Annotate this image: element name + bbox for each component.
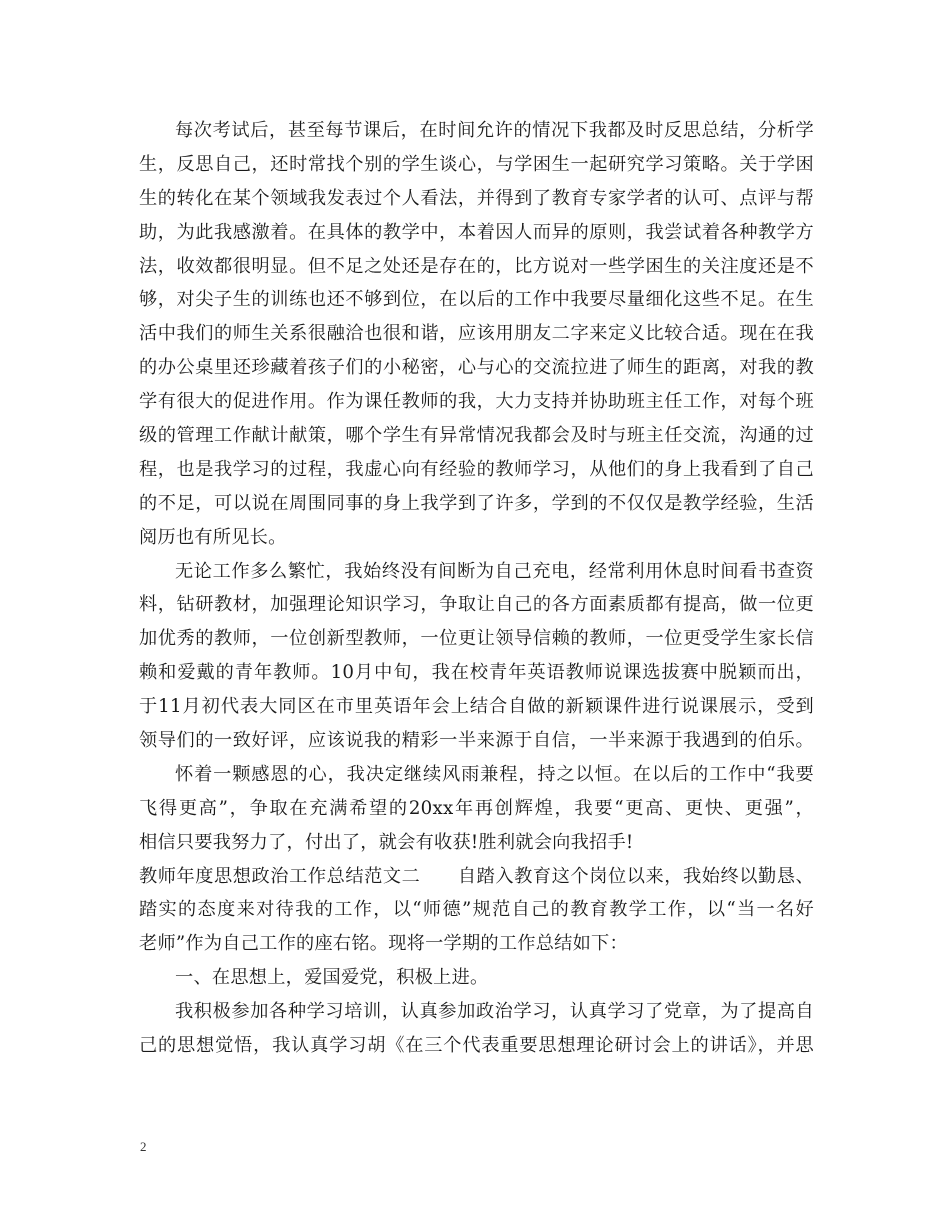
text-line: 的办公桌里还珍藏着孩子们的小秘密，心与心的交流拉进了师生的距离，对我的教 — [139, 357, 814, 379]
text-line: 够，对尖子生的训练也还不够到位，在以后的工作中我要尽量细化这些不足。在生 — [139, 289, 814, 311]
text-line: 怀着一颗感恩的心，我决定继续风雨兼程，持之以恒。在以后的工作中“我要 — [175, 763, 814, 785]
text-line: 生的转化在某个领域我发表过个人看法，并得到了教育专家学者的认可、点评与帮 — [139, 187, 814, 209]
text-line: 级的管理工作献计献策，哪个学生有异常情况我都会及时与班主任交流，沟通的过 — [139, 425, 814, 447]
text-line: 每次考试后，甚至每节课后，在时间允许的情况下我都及时反思总结，分析学 — [175, 120, 814, 141]
text-line: 料，钻研教材，加强理论知识学习，争取让自己的各方面素质都有提高，做一位更 — [139, 594, 814, 616]
text-line: 的不足，可以说在周围同事的身上我学到了许多，学到的不仅仅是教学经验，生活 — [139, 492, 814, 514]
text-line: 活中我们的师生关系很融洽也很和谐，应该用朋友二字来定义比较合适。现在在我 — [139, 323, 814, 345]
text-line: 学有很大的促进作用。作为课任教师的我，大力支持并协助班主任工作，对每个班 — [139, 391, 814, 413]
text-line: 老师”作为自己工作的座右铭。现将一学期的工作总结如下： — [139, 933, 628, 955]
text-line: 助，为此我感激着。在具体的教学中，本着因人而异的原则，我尝试着各种教学方 — [139, 221, 814, 243]
text-line: 无论工作多么繁忙，我始终没有间断为自己充电，经常利用休息时间看书查资 — [175, 560, 814, 582]
text-line: 加优秀的教师，一位创新型教师，一位更让领导信赖的教师，一位更受学生家长信 — [139, 628, 814, 650]
text-line: 飞得更高”，争取在充满希望的20xx年再创辉煌，我要“更高、更快、更强”， — [139, 797, 814, 819]
text-line: 领导们的一致好评，应该说我的精彩一半来源于自信，一半来源于我遇到的伯乐。 — [139, 730, 814, 752]
text-line: 于11月初代表大同区在市里英语年会上结合自做的新颖课件进行说课展示，受到 — [139, 696, 814, 718]
text-line: 己的思想觉悟，我认真学习胡《在三个代表重要思想理论研讨会上的讲话》，并思 — [139, 1035, 814, 1057]
text-line: 赖和爱戴的青年教师。10月中旬，我在校青年英语教师说课选拔赛中脱颖而出， — [139, 662, 814, 684]
text-line: 阅历也有所见长。 — [139, 526, 287, 548]
text-line: 我积极参加各种学习培训，认真参加政治学习，认真学习了党章，为了提高自 — [175, 1001, 814, 1023]
page-number: 2 — [140, 1139, 147, 1154]
text-line: 教师年度思想政治工作总结范文二 自踏入教育这个岗位以来，我始终以勤恳、 — [139, 865, 814, 887]
document-body — [139, 114, 814, 1063]
text-line: 程，也是我学习的过程，我虚心向有经验的教师学习，从他们的身上我看到了自己 — [139, 458, 814, 480]
text-line: 相信只要我努力了，付出了，就会有收获!胜利就会向我招手! — [139, 831, 634, 853]
text-line: 一、在思想上，爱国爱党，积极上进。 — [175, 967, 489, 989]
text-line: 法，收效都很明显。但不足之处还是存在的，比方说对一些学困生的关注度还是不 — [139, 255, 814, 277]
text-line: 踏实的态度来对待我的工作，以“师德”规范自己的教育教学工作，以“当一名好 — [139, 899, 814, 921]
text-line: 生，反思自己，还时常找个别的学生谈心，与学困生一起研究学习策略。关于学困 — [139, 153, 814, 175]
